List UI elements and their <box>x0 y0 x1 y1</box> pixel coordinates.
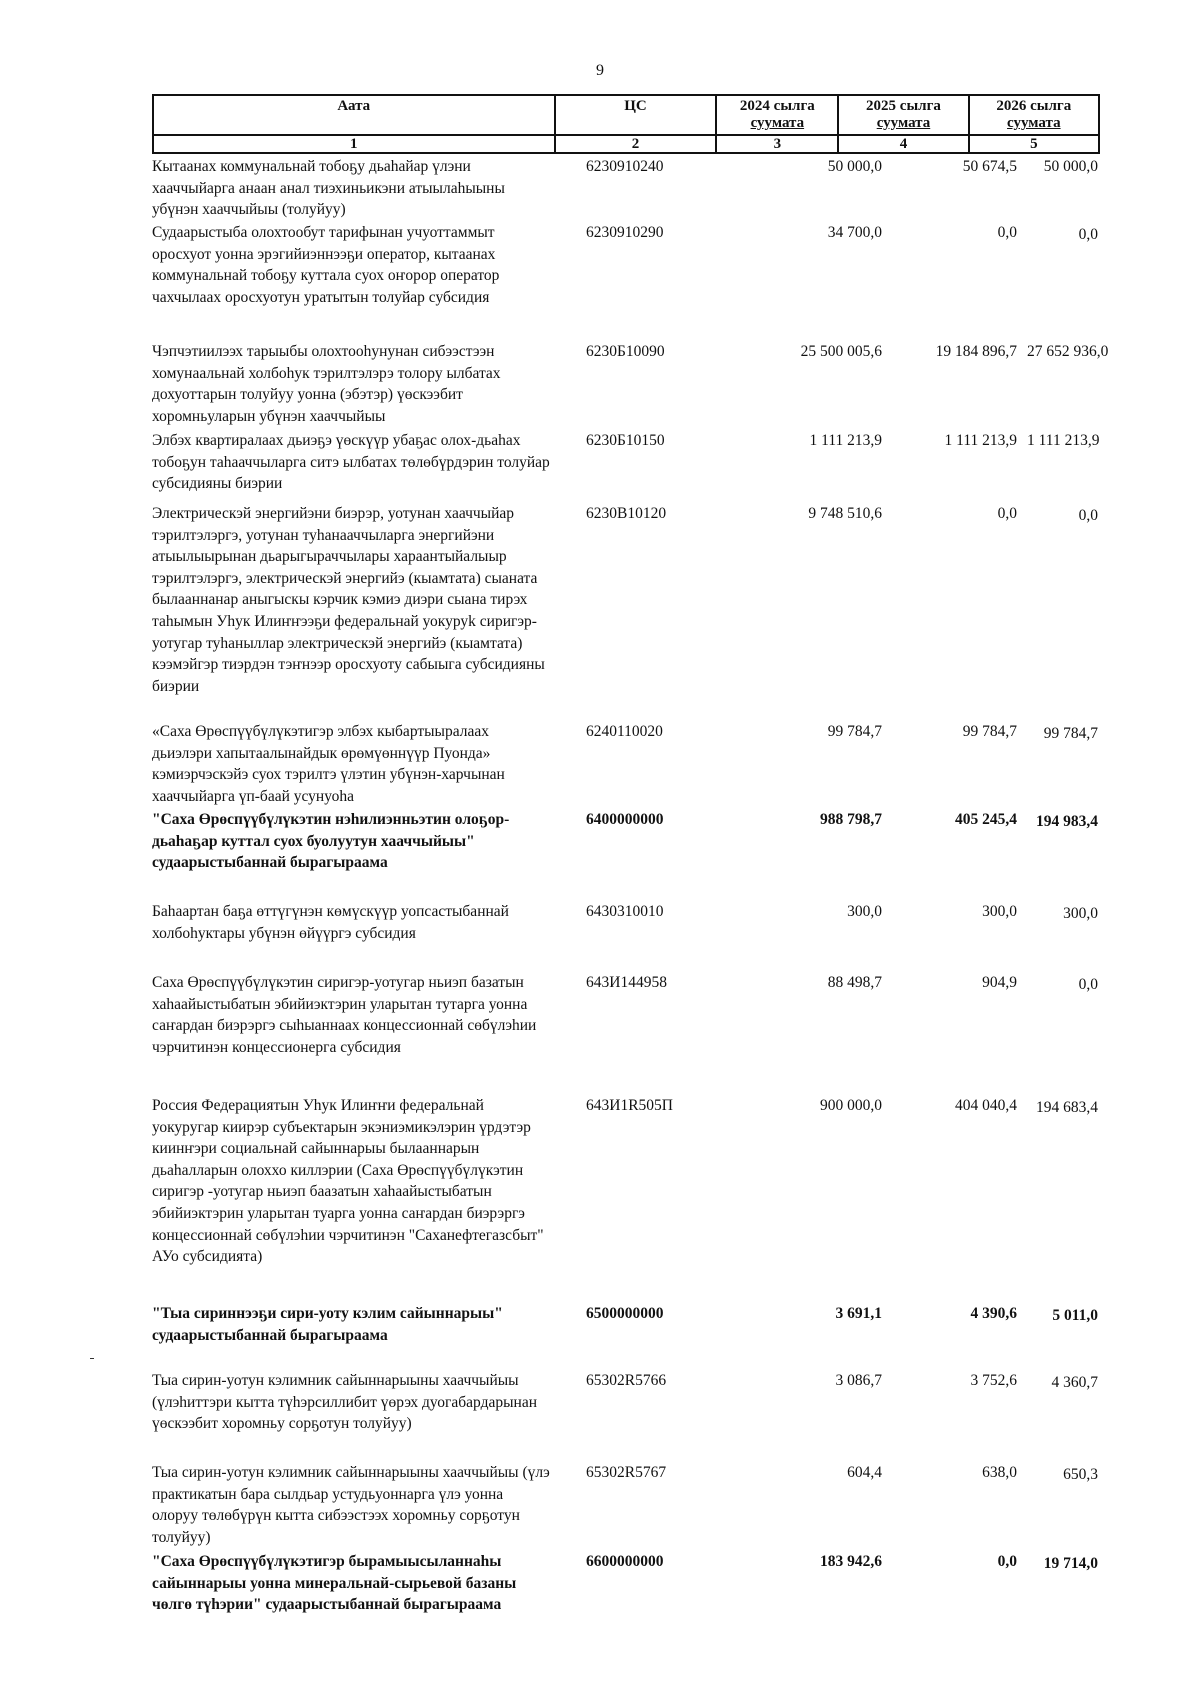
row-value-2025: 638,0 <box>982 1464 1017 1481</box>
header-num-5: 5 <box>969 135 1099 153</box>
row-value-2026: 19 714,0 <box>1043 1555 1098 1572</box>
row-name: Баһаартан баҕа өттүгүнэн көмүскүүр уопсастыбаннай холбоһуктары убүнэн өйүүргэ субсидия <box>152 903 509 942</box>
row-code: 6230910290 <box>586 224 664 241</box>
row-name: "Тыа сириннээҕи сири-уоту кэлим сайыннарыы" судаарыстыбаннай бырагыраама <box>152 1305 503 1344</box>
row-value-2026: 194 983,4 <box>1036 813 1098 830</box>
row-value-2024: 25 500 005,6 <box>800 343 882 360</box>
header-2025: 2025 сылга суумата <box>838 95 968 135</box>
row-value-2024: 988 798,7 <box>820 811 882 828</box>
row-value-2025: 50 674,5 <box>962 158 1017 175</box>
row-value-2024: 99 784,7 <box>827 723 882 740</box>
row-name: Тыа сирин-уотун кэлимник сайыннарыыны хааччыйыы (үлэ практикатын бара сылдьар устудьуоннарга үлэ уонна олоруу төлөбүрүн кытта сибээстээх хоромньу сорҕотун толуйуу) <box>152 1464 550 1546</box>
row-value-2024: 900 000,0 <box>820 1097 882 1114</box>
row-code: 6230Б10090 <box>586 343 665 360</box>
row-code: 6400000000 <box>586 811 664 828</box>
row-value-2024: 300,0 <box>847 903 882 920</box>
row-code: 6230Б10150 <box>586 432 665 449</box>
row-value-2025: 19 184 896,7 <box>935 343 1017 360</box>
row-value-2024: 3 691,1 <box>835 1305 882 1322</box>
row-value-2025: 99 784,7 <box>962 723 1017 740</box>
row-value-2025: 1 111 213,9 <box>944 432 1017 449</box>
row-value-2025: 3 752,6 <box>970 1372 1017 1389</box>
row-value-2025: 404 040,4 <box>955 1097 1017 1114</box>
row-value-2024: 88 498,7 <box>827 974 882 991</box>
row-value-2025: 300,0 <box>982 903 1017 920</box>
row-value-2024: 1 111 213,9 <box>809 432 882 449</box>
row-value-2026: 0,0 <box>1078 226 1098 243</box>
row-name: «Саха Өрөспүүбүлүкэтигэр элбэх кыбартыыралаах дьиэлэри хапытаалынайдык өрөмүөннүүр Пуонда» кэмиэрчэскэйэ суох тэрилтэ үлэтин убүнэн-харчынан хааччыйарга үп-баай усунуоһа <box>152 723 505 805</box>
row-value-2025: 0,0 <box>997 224 1017 241</box>
row-value-2025: 0,0 <box>997 505 1017 522</box>
row-value-2024: 34 700,0 <box>827 224 882 241</box>
header-num-4: 4 <box>838 135 968 153</box>
header-2024: 2024 сылга суумата <box>716 95 838 135</box>
row-value-2026: 50 000,0 <box>1043 158 1098 175</box>
header-num-1: 1 <box>153 135 555 153</box>
row-value-2025: 904,9 <box>982 974 1017 991</box>
row-name: Кытаанах коммунальнай тобоҕу дьаһайар үлэни хааччыйарга анаан анал тиэхиньикэни атыылаһыыны убүнэн хааччыйыы (толуйуу) <box>152 158 505 219</box>
row-value-2026: 0,0 <box>1078 507 1098 524</box>
row-value-2025: 4 390,6 <box>970 1305 1017 1322</box>
row-value-2024: 3 086,7 <box>835 1372 882 1389</box>
row-value-2026: 5 011,0 <box>1052 1307 1098 1324</box>
row-value-2026: 194 683,4 <box>1036 1099 1098 1116</box>
row-code: 65302R5767 <box>586 1464 667 1481</box>
row-value-2024: 50 000,0 <box>827 158 882 175</box>
row-value-2025: 405 245,4 <box>955 811 1017 828</box>
row-code: 6600000000 <box>586 1553 664 1570</box>
header-num-3: 3 <box>716 135 838 153</box>
row-value-2026: 27 652 936,0 <box>1027 343 1109 360</box>
header-code: ЦС <box>555 95 717 135</box>
row-name: Элбэх квартиралаах дьиэҕэ үөскүүр убаҕас олох-дьаһах тобоҕун таһааччыларга ситэ ылбатах төлөбүрдэрин толуйар субсидияны биэрии <box>152 432 550 493</box>
row-code: 6240110020 <box>586 723 663 740</box>
margin-mark <box>90 1358 94 1359</box>
row-value-2026: 1 111 213,9 <box>1027 432 1100 449</box>
row-name: "Саха Өрөспүүбүлүкэтигэр бырамыысыланнаһы сайыннарыы уонна минеральнай-сырьевой базаны чөлгө түһэрии" судаарыстыбаннай бырагыраама <box>152 1553 517 1614</box>
row-value-2026: 650,3 <box>1063 1466 1098 1483</box>
row-name: Россия Федерациятын Уһук Илиҥҥи федеральнай уокуругар киирэр субъектарын экэниэмикэлэрин үрдэтэр киинҥэри социальнай сайыннарыы былааннарын дьаһалларын олоххо киллэрии (Саха Өрөспүүбүлүкэтин сиригэр -уотугар ньиэп баазатын хаһаайыстыбатын эбийиэктэрин уларытан туарга уонна саҥардан биэрэргэ концессионнай сөбүлэһии чэрчитинэн "Саханефтегазсбыт" АУо субсидията) <box>152 1097 544 1266</box>
row-code: 6500000000 <box>586 1305 664 1322</box>
row-code: 643И144958 <box>586 974 667 991</box>
row-code: 6230В10120 <box>586 505 667 522</box>
row-name: Электрическэй энергийэни биэрэр, уотунан хааччыйар тэрилтэлэргэ, уотунан туһанааччыларга энергийэни атыылыырынан дьарыгыраччылары хараантыйалыыр тэрилтэлэргэ, электрическэй энергийэ (кыамтата) сыаната былааннанар аныгыскы кэрчик кэмиэ диэри сыана тирэх таһымын Уһук Илиҥҥээҕи федеральнай уокуруk сиригэр-уотугар туһаныллар электрическэй энергийэ (кыамтата) кээмэйгэр тиэрдэн тэҥнээр оросхуоту сабыыга субсидияны биэрии <box>152 505 545 695</box>
row-value-2026: 99 784,7 <box>1043 725 1098 742</box>
row-value-2025: 0,0 <box>997 1553 1017 1570</box>
row-value-2024: 604,4 <box>847 1464 882 1481</box>
row-name: Судаарыстыба олохтообут тарифынан учуоттаммыт оросхуот уонна эрэгийиэннээҕи оператор, кытаанах коммунальнай тобоҕу куттала суох оҥорор оператор чахчылаах оросхуотун уратытын толуйар субсидия <box>152 224 500 306</box>
row-value-2026: 4 360,7 <box>1051 1374 1098 1391</box>
row-value-2026: 0,0 <box>1078 976 1098 993</box>
row-name: "Саха Өрөспүүбүлүкэтин нэһилиэнньэтин олоҕор-дьаһаҕар куттал суох буолуутун хааччыйыы" судаарыстыбаннай бырагыраама <box>152 811 510 872</box>
row-name: Тыа сирин-уотун кэлимник сайыннарыыны хааччыйыы (үлэһиттэри кытта түһэрсиллибит үөрэх дуогабардарынан үөскээбит хоромньу сорҕотун толуйуу) <box>152 1372 537 1433</box>
row-value-2026: 300,0 <box>1063 905 1098 922</box>
table-header <box>152 94 1100 154</box>
row-code: 643И1R505П <box>586 1097 673 1114</box>
page-number: 9 <box>596 62 604 79</box>
row-value-2024: 9 748 510,6 <box>808 505 882 522</box>
row-value-2024: 183 942,6 <box>820 1553 882 1570</box>
row-code: 65302R5766 <box>586 1372 667 1389</box>
row-code: 6230910240 <box>586 158 664 175</box>
row-name: Чэпчэтиилээх тарыыбы олохтооһунунан сибээстээн хомунаальнай холбоһук тэрилтэлэрэ толору ылбатах дохуоттарын толуйуу уонна (эбэтэр) үөскээбит хоромньуларын убүнэн хааччыйыы <box>152 343 501 425</box>
header-num-2: 2 <box>555 135 717 153</box>
row-code: 6430310010 <box>586 903 664 920</box>
header-name: Аата <box>153 95 555 135</box>
header-2026: 2026 сылга суумата <box>969 95 1099 135</box>
row-name: Саха Өрөспүүбүлүкэтин сиригэр-уотугар ньиэп базатын хаһаайыстыбатын эбийиэктэрин уларытан тутарга уонна саҥардан биэрэргэ сыһыаннаах концессионнай сөбүлэһии чэрчитинэн концессионерга субсидия <box>152 974 537 1056</box>
